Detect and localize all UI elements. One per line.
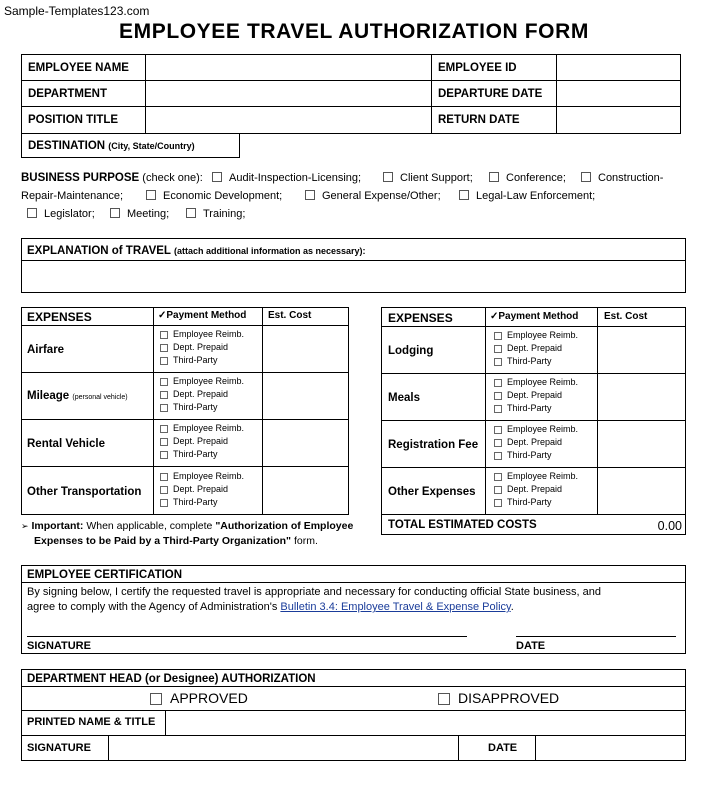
option-label: Employee Reimb. bbox=[173, 423, 245, 433]
return-date-field[interactable] bbox=[558, 108, 679, 131]
business-purpose-label bbox=[21, 171, 203, 185]
cost-field-airfare[interactable] bbox=[264, 327, 347, 371]
employee-date-label: DATE bbox=[516, 640, 546, 652]
employee-id-field[interactable] bbox=[558, 56, 679, 79]
policy-link[interactable]: Bulletin 3.4: Employee Travel & Expense Policy bbox=[280, 601, 511, 613]
option-label: Third-Party bbox=[507, 497, 552, 507]
printed-name-label: PRINTED NAME & TITLE bbox=[27, 716, 156, 728]
cost-field-rental[interactable] bbox=[264, 421, 347, 465]
checkbox-meals-prepaid[interactable] bbox=[494, 392, 502, 400]
important-tail: form. bbox=[293, 535, 318, 547]
departure-date-label: DEPARTURE DATE bbox=[438, 88, 543, 100]
option-label: Dept. Prepaid bbox=[173, 436, 229, 446]
checkbox-lodging-thirdparty[interactable] bbox=[494, 358, 502, 366]
employee-id-label: EMPLOYEE ID bbox=[438, 62, 517, 74]
cost-field-registration[interactable] bbox=[599, 422, 684, 466]
checkbox-general-expense[interactable] bbox=[305, 190, 315, 200]
expense-label-mileage bbox=[27, 389, 128, 405]
option-construction: Construction- bbox=[598, 172, 664, 184]
approved-checkbox[interactable] bbox=[150, 693, 162, 705]
printed-name-field[interactable] bbox=[167, 712, 684, 734]
position-title-label: POSITION TITLE bbox=[28, 114, 119, 126]
option-label: Third-Party bbox=[507, 356, 552, 366]
option-client-support: Client Support; bbox=[400, 172, 473, 184]
expense-label-meals: Meals bbox=[388, 392, 420, 404]
important-line-2 bbox=[34, 534, 318, 548]
option-label: Third-Party bbox=[173, 355, 218, 365]
certification-suffix: . bbox=[510, 601, 514, 613]
option-label: Employee Reimb. bbox=[507, 330, 579, 340]
checkbox-meals-reimb[interactable] bbox=[494, 379, 502, 387]
disapproved-label: DISAPPROVED bbox=[458, 690, 560, 706]
option-label: Employee Reimb. bbox=[173, 376, 245, 386]
important-text: When applicable, complete bbox=[86, 520, 213, 532]
expense-label-other-transport: Other Transportation bbox=[27, 486, 142, 498]
option-label: Dept. Prepaid bbox=[507, 390, 563, 400]
important-line-1 bbox=[21, 519, 353, 533]
expense-label-airfare: Airfare bbox=[27, 344, 65, 356]
destination-label bbox=[28, 139, 195, 153]
destination-note: (City, State/Country) bbox=[108, 141, 195, 151]
business-purpose-hint: (check one): bbox=[142, 172, 203, 184]
option-label: Third-Party bbox=[173, 402, 218, 412]
option-conference: Conference; bbox=[506, 172, 566, 184]
option-label: Dept. Prepaid bbox=[173, 389, 229, 399]
checkbox-rental-prepaid[interactable] bbox=[160, 438, 168, 446]
dept-head-header: DEPARTMENT HEAD (or Designee) AUTHORIZATION bbox=[27, 673, 316, 685]
checkbox-conference[interactable] bbox=[489, 172, 499, 182]
dept-date-field[interactable] bbox=[537, 737, 684, 759]
approved-label: APPROVED bbox=[170, 690, 248, 706]
employee-name-label: EMPLOYEE NAME bbox=[28, 62, 129, 74]
payment-method-text: Payment Method bbox=[498, 311, 579, 322]
return-date-label: RETURN DATE bbox=[438, 114, 520, 126]
expense-label-other-expenses: Other Expenses bbox=[388, 486, 476, 498]
certification-line-2 bbox=[27, 600, 514, 614]
certification-prefix: agree to comply with the Agency of Administration's bbox=[27, 601, 278, 613]
payment-method-text: Payment Method bbox=[166, 310, 247, 321]
department-label: DEPARTMENT bbox=[28, 88, 108, 100]
option-legislator: Legislator; bbox=[44, 208, 95, 220]
checkbox-client-support[interactable] bbox=[383, 172, 393, 182]
certification-line-1: By signing below, I certify the requested travel is appropriate and necessary for conducting official State business, and bbox=[27, 586, 601, 598]
option-audit: Audit-Inspection-Licensing; bbox=[229, 172, 362, 184]
dept-signature-label: SIGNATURE bbox=[27, 742, 91, 754]
checkbox-meeting[interactable] bbox=[110, 208, 120, 218]
position-title-field[interactable] bbox=[147, 108, 429, 131]
business-purpose-title: BUSINESS PURPOSE bbox=[21, 172, 140, 184]
watermark: Sample-Templates123.com bbox=[4, 4, 150, 18]
mileage-note: (personal vehicle) bbox=[72, 394, 128, 401]
option-label: Dept. Prepaid bbox=[507, 484, 563, 494]
cost-field-other-expenses[interactable] bbox=[599, 469, 684, 513]
cost-field-mileage[interactable] bbox=[264, 374, 347, 418]
checkbox-mileage-prepaid[interactable] bbox=[160, 391, 168, 399]
est-cost-header-right: Est. Cost bbox=[604, 311, 648, 322]
option-label: Dept. Prepaid bbox=[507, 343, 563, 353]
check-icon: ✓ bbox=[158, 310, 167, 321]
checkbox-legal-law[interactable] bbox=[459, 190, 469, 200]
expense-label-registration: Registration Fee bbox=[388, 439, 479, 451]
important-form-name: Expenses to be Paid by a Third-Party Organization" bbox=[34, 535, 292, 547]
checkbox-economic-development[interactable] bbox=[146, 190, 156, 200]
checkbox-lodging-prepaid[interactable] bbox=[494, 345, 502, 353]
option-legal-law: Legal-Law Enforcement; bbox=[476, 190, 596, 202]
option-label: Employee Reimb. bbox=[507, 424, 579, 434]
certification-header: EMPLOYEE CERTIFICATION bbox=[27, 569, 183, 581]
checkbox-legislator[interactable] bbox=[27, 208, 37, 218]
cost-field-lodging[interactable] bbox=[599, 328, 684, 372]
expense-label-lodging: Lodging bbox=[388, 345, 434, 357]
employee-signature-label: SIGNATURE bbox=[27, 640, 91, 652]
checkbox-rental-reimb[interactable] bbox=[160, 425, 168, 433]
explanation-label bbox=[27, 244, 366, 258]
option-label: Third-Party bbox=[173, 497, 218, 507]
total-estimated-costs-label: TOTAL ESTIMATED COSTS bbox=[388, 519, 537, 531]
explanation-note: (attach additional information as necessary): bbox=[173, 246, 366, 256]
option-label: Employee Reimb. bbox=[173, 471, 245, 481]
checkbox-othertrans-thirdparty[interactable] bbox=[160, 499, 168, 507]
checkbox-othertrans-reimb[interactable] bbox=[160, 473, 168, 481]
option-economic-development: Economic Development; bbox=[163, 190, 283, 202]
expenses-header-right: EXPENSES bbox=[388, 311, 453, 325]
checkbox-otherexp-prepaid[interactable] bbox=[494, 486, 502, 494]
page-title: EMPLOYEE TRAVEL AUTHORIZATION FORM bbox=[119, 20, 589, 43]
dept-signature-field[interactable] bbox=[110, 737, 457, 759]
checkbox-airfare-reimb[interactable] bbox=[160, 331, 168, 339]
important-label: Important: bbox=[31, 520, 84, 532]
checkbox-mileage-reimb[interactable] bbox=[160, 378, 168, 386]
total-estimated-costs-value: 0.00 bbox=[657, 519, 682, 533]
option-training: Training; bbox=[203, 208, 246, 220]
payment-method-header-left bbox=[158, 309, 246, 323]
option-general-expense: General Expense/Other; bbox=[322, 190, 441, 202]
department-field[interactable] bbox=[147, 82, 429, 105]
option-label: Employee Reimb. bbox=[507, 471, 579, 481]
checkbox-registration-prepaid[interactable] bbox=[494, 439, 502, 447]
est-cost-header-left: Est. Cost bbox=[268, 310, 312, 321]
explanation-title: EXPLANATION of TRAVEL bbox=[27, 245, 171, 257]
employee-signature-field[interactable] bbox=[27, 615, 467, 636]
disapproved-checkbox[interactable] bbox=[438, 693, 450, 705]
arrow-icon: ➢ bbox=[21, 521, 29, 531]
checkbox-rental-thirdparty[interactable] bbox=[160, 451, 168, 459]
checkbox-airfare-thirdparty[interactable] bbox=[160, 357, 168, 365]
dept-date-label: DATE bbox=[488, 742, 518, 754]
checkbox-othertrans-prepaid[interactable] bbox=[160, 486, 168, 494]
checkbox-construction[interactable] bbox=[581, 172, 591, 182]
option-label: Employee Reimb. bbox=[173, 329, 245, 339]
cost-field-meals[interactable] bbox=[599, 375, 684, 419]
employee-date-field[interactable] bbox=[516, 615, 676, 636]
checkbox-otherexp-thirdparty[interactable] bbox=[494, 499, 502, 507]
option-meeting: Meeting; bbox=[127, 208, 170, 220]
option-label: Third-Party bbox=[173, 449, 218, 459]
expense-label-rental: Rental Vehicle bbox=[27, 438, 105, 450]
mileage-text: Mileage bbox=[27, 390, 70, 402]
option-label: Third-Party bbox=[507, 403, 552, 413]
destination-text: DESTINATION bbox=[28, 140, 106, 152]
checkbox-training[interactable] bbox=[186, 208, 196, 218]
departure-date-field[interactable] bbox=[558, 82, 679, 105]
checkbox-mileage-thirdparty[interactable] bbox=[160, 404, 168, 412]
important-quote: "Authorization of Employee bbox=[215, 520, 354, 532]
option-label: Dept. Prepaid bbox=[173, 484, 229, 494]
checkbox-lodging-reimb[interactable] bbox=[494, 332, 502, 340]
option-label: Dept. Prepaid bbox=[173, 342, 229, 352]
checkbox-registration-thirdparty[interactable] bbox=[494, 452, 502, 460]
expenses-header-left: EXPENSES bbox=[27, 310, 92, 324]
option-label: Employee Reimb. bbox=[507, 377, 579, 387]
checkbox-airfare-prepaid[interactable] bbox=[160, 344, 168, 352]
option-label: Dept. Prepaid bbox=[507, 437, 563, 447]
option-repair-maintenance: Repair-Maintenance; bbox=[21, 190, 124, 202]
employee-name-field[interactable] bbox=[147, 56, 429, 79]
checkbox-registration-reimb[interactable] bbox=[494, 426, 502, 434]
cost-field-other-transport[interactable] bbox=[264, 468, 347, 513]
explanation-field[interactable] bbox=[23, 262, 684, 291]
checkbox-meals-thirdparty[interactable] bbox=[494, 405, 502, 413]
option-label: Third-Party bbox=[507, 450, 552, 460]
checkbox-audit[interactable] bbox=[212, 172, 222, 182]
payment-method-header-right bbox=[490, 310, 578, 324]
checkbox-otherexp-reimb[interactable] bbox=[494, 473, 502, 481]
check-icon: ✓ bbox=[490, 311, 499, 322]
